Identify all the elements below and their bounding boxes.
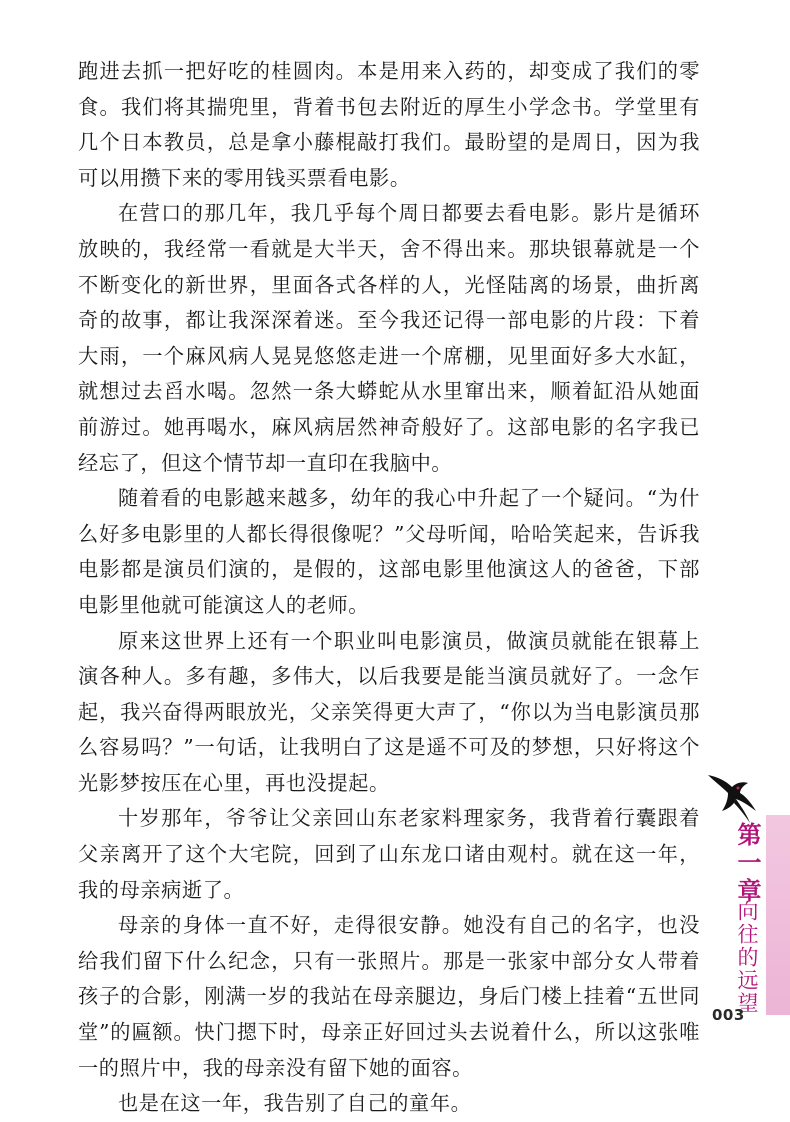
chapter-title: 向往的远望 [735, 900, 759, 1015]
body-text [78, 54, 700, 1122]
paragraph-2: 在营口的那几年，我几乎每个周日都要去看电影。影片是循环放映的，我经常一看就是大半天，舍不得出来。那块银幕就是一个不断变化的新世界，里面各式各样的人，光怪陆离的场景，曲折离奇的故事，都让我深深着迷。至今我还记得一部电影的片段：下着大雨，一个麻风病人晃晃悠悠走进一个席棚，见里面好多大水缸，就想过去舀水喝。忽然一条大蟒蛇从水里窜出来，顺着缸沿从她面前游过。她再喝水，麻风病居然神奇般好了。这部电影的名字我已经忘了，但这个情节却一直印在我脑中。 [78, 201, 700, 475]
chapter-label: 第一章 [733, 822, 761, 906]
paragraph-6: 母亲的身体一直不好，走得很安静。她没有自己的名字，也没给我们留下什么纪念，只有一张照片。那是一张家中部分女人带着孩子的合影，刚满一岁的我站在母亲腿边，身后门楼上挂着“五世同堂”的匾额。快门摁下时，母亲正好回过头去说着什么，所以这张唯一的照片中，我的母亲没有留下她的面容。 [78, 913, 700, 1080]
swallow-icon [700, 765, 770, 825]
sidebar-stripe [766, 815, 790, 1015]
page-number: 003 [712, 1006, 745, 1024]
paragraph-1: 跑进去抓一把好吃的桂圆肉。本是用来入药的，却变成了我们的零食。我们将其揣兜里，背着书包去附近的厚生小学念书。学堂里有几个日本教员，总是拿小藤棍敲打我们。最盼望的是周日，因为我可以用攒下来的零用钱买票看电影。 [78, 59, 700, 190]
paragraph-7: 也是在这一年，我告别了自己的童年。 [118, 1091, 472, 1116]
paragraph-4: 原来这世界上还有一个职业叫电影演员，做演员就能在银幕上演各种人。多有趣，多伟大，以后我要是能当演员就好了。一念乍起，我兴奋得两眼放光，父亲笑得更大声了，“你以为当电影演员那么容易吗？”一句话，让我明白了这是遥不可及的梦想，只好将这个光影梦按压在心里，再也没提起。 [78, 628, 700, 795]
paragraph-5: 十岁那年，爷爷让父亲回山东老家料理家务，我背着行囊跟着父亲离开了这个大宅院，回到了山东龙口诸由观村。就在这一年，我的母亲病逝了。 [78, 806, 700, 902]
paragraph-3: 随着看的电影越来越多，幼年的我心中升起了一个疑问。“为什么好多电影里的人都长得很像呢？”父母听闻，哈哈笑起来，告诉我电影都是演员们演的，是假的，这部电影里他演这人的爸爸，下部电影里他就可能演这人的老师。 [78, 486, 700, 617]
